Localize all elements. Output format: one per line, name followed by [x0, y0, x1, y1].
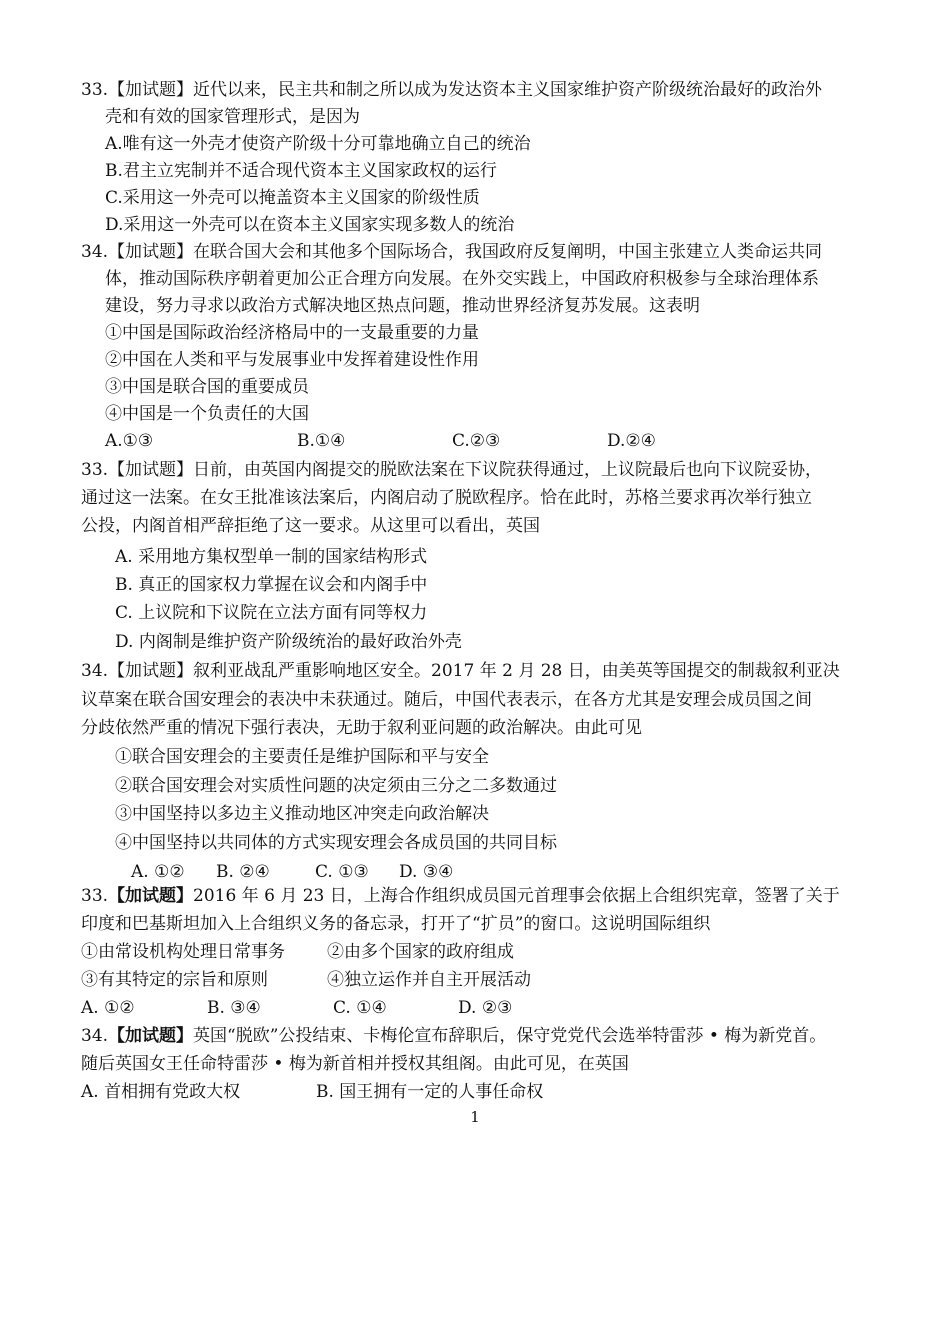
statement-1: ①由常设机构处理日常事务 [81, 942, 285, 962]
question-stem-line: 印度和巴基斯坦加入上合组织义务的备忘录，打开了“扩员”的窗口。这说明国际组织 [81, 914, 711, 934]
question-stem-line: 壳和有效的国家管理形式，是因为 [105, 107, 360, 127]
option-b: B. ②④ [216, 862, 270, 882]
option-b: B.①④ [297, 431, 346, 451]
option-a: A. ①② [131, 862, 185, 882]
option-d: D. 内阁制是维护资产阶级统治的最好政治外壳 [115, 632, 462, 652]
option-d: D. ③④ [399, 862, 454, 882]
option-b: B. 真正的国家权力掌握在议会和内阁手中 [115, 575, 428, 595]
question-stem-line: 建设，努力寻求以政治方式解决地区热点问题，推动世界经济复苏发展。这表明 [105, 296, 700, 316]
statement-2: ②中国在人类和平与发展事业中发挥着建设性作用 [105, 350, 479, 370]
option-c: C.②③ [452, 431, 501, 451]
question-stem-line: 34.【加试题】叙利亚战乱严重影响地区安全。2017 年 2 月 28 日，由美英等国提交的制裁叙利亚决 [81, 661, 840, 681]
option-b: B. 国王拥有一定的人事任命权 [316, 1082, 544, 1102]
question-stem-line [81, 885, 840, 907]
statement-3: ③中国坚持以多边主义推动地区冲突走向政治解决 [115, 804, 489, 824]
option-d: D.②④ [607, 431, 656, 451]
question-number: 34. [81, 1026, 109, 1046]
option-a: A.①③ [105, 431, 154, 451]
option-d: D. ②③ [458, 998, 513, 1018]
question-stem-line: 体，推动国际秩序朝着更加公正合理方向发展。在外交实践上，中国政府积极参与全球治理体系 [105, 269, 819, 289]
question-stem-line: 34.【加试题】在联合国大会和其他多个国际场合，我国政府反复阐明，中国主张建立人类命运共同 [81, 242, 823, 262]
question-stem-line [81, 1025, 826, 1047]
option-c: C. 上议院和下议院在立法方面有同等权力 [115, 603, 428, 623]
page-number: 1 [470, 1108, 480, 1126]
option-a: A. 首相拥有党政大权 [81, 1082, 241, 1102]
option-a: A.唯有这一外壳才使资产阶级十分可靠地确立自己的统治 [105, 134, 531, 154]
option-c: C. ①③ [315, 862, 369, 882]
option-b: B. ③④ [207, 998, 261, 1018]
option-c: C.采用这一外壳可以掩盖资本主义国家的阶级性质 [105, 188, 480, 208]
option-d: D.采用这一外壳可以在资本主义国家实现多数人的统治 [105, 215, 515, 235]
statement-4: ④中国坚持以共同体的方式实现安理会各成员国的共同目标 [115, 833, 557, 853]
statement-1: ①中国是国际政治经济格局中的一支最重要的力量 [105, 323, 479, 343]
question-tag: 【加试题】 [108, 886, 194, 906]
option-a: A. 采用地方集权型单一制的国家结构形式 [115, 547, 428, 567]
question-tag: 【加试题】 [108, 1026, 194, 1046]
question-stem-line: 通过这一法案。在女王批准该法案后，内阁启动了脱欧程序。恰在此时，苏格兰要求再次举行独立 [81, 488, 812, 508]
statement-3: ③有其特定的宗旨和原则 [81, 970, 268, 990]
option-b: B.君主立宪制并不适合现代资本主义国家政权的运行 [105, 161, 497, 181]
statement-1: ①联合国安理会的主要责任是维护国际和平与安全 [115, 747, 489, 767]
question-stem-line: 公投，内阁首相严辞拒绝了这一要求。从这里可以看出，英国 [81, 516, 540, 536]
question-number: 33. [81, 886, 109, 906]
question-stem-line: 分歧依然严重的情况下强行表决，无助于叙利亚问题的政治解决。由此可见 [81, 718, 642, 738]
question-stem-line: 随后英国女王任命特雷莎 • 梅为新首相并授权其组阁。由此可见，在英国 [81, 1054, 629, 1074]
question-stem-line: 议草案在联合国安理会的表决中未获通过。随后，中国代表表示，在各方尤其是安理会成员国之间 [81, 690, 812, 710]
question-stem-line: 33.【加试题】近代以来，民主共和制之所以成为发达资本主义国家维护资产阶级统治最好的政治外 [81, 80, 823, 100]
statement-4: ④中国是一个负责任的大国 [105, 404, 309, 424]
question-stem-text: 英国“脱欧”公投结束、卡梅伦宣布辞职后，保守党党代会选举特雷莎 • 梅为新党首。 [193, 1026, 827, 1046]
option-c: C. ①④ [333, 998, 387, 1018]
statement-2: ②由多个国家的政府组成 [327, 942, 514, 962]
question-stem-text: 2016 年 6 月 23 日，上海合作组织成员国元首理事会依据上合组织宪章，签署了关于 [193, 886, 840, 906]
option-a: A. ①② [81, 998, 135, 1018]
statement-2: ②联合国安理会对实质性问题的决定须由三分之二多数通过 [115, 776, 557, 796]
statement-3: ③中国是联合国的重要成员 [105, 377, 309, 397]
statement-4: ④独立运作并自主开展活动 [327, 970, 531, 990]
question-stem-line: 33.【加试题】日前，由英国内阁提交的脱欧法案在下议院获得通过，上议院最后也向下议院妥协， [81, 460, 823, 480]
